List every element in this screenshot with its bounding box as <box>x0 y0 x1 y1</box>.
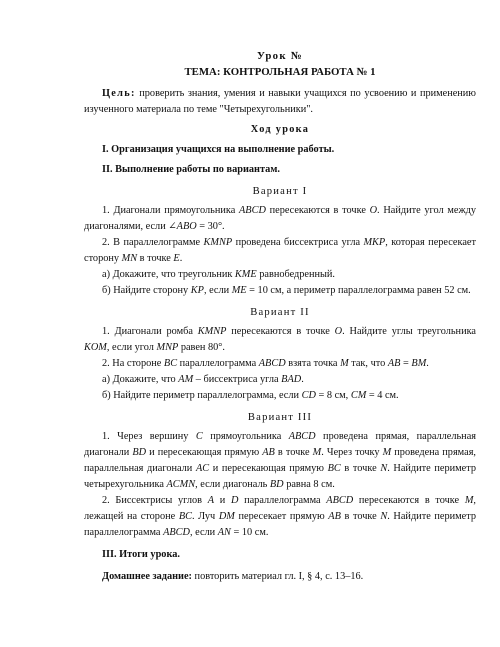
lesson-number: Урок № <box>256 50 303 62</box>
section-summary: III. Итоги урока. <box>102 549 180 560</box>
variant-1-task-1: 1. Диагонали прямоугольника ABCD пересекаются в точке O. Найдите угол между диагоналями, если ∠ABO = 30°. <box>84 205 476 232</box>
variant-2-title: Вариант II <box>250 307 310 318</box>
variant-3-task-2: 2. Биссектрисы углов A и D параллелограмма ABCD пересекаются в точке M, лежащей на стороне BC. Луч DM пересекает прямую AB в точке N. Найдите периметр параллелограмма ABCD, если AN = 10 см. <box>84 495 476 538</box>
homework <box>84 569 476 585</box>
variant-1-task-2: 2. В параллелограмме KMNP проведена биссектриса угла MKP, которая пересекает сторону MN в точке E. <box>84 237 476 264</box>
topic-title: ТЕМА: КОНТРОЛЬНАЯ РАБОТА № 1 <box>184 66 376 78</box>
variant-1-task-2b: б) Найдите сторону KP, если ME = 10 см, а периметр параллелограмма равен 52 см. <box>102 285 471 296</box>
section-organization: I. Организация учащихся на выполнение работы. <box>102 144 335 155</box>
section-variants: II. Выполнение работы по вариантам. <box>102 164 280 175</box>
course-heading: Ход урока <box>250 124 310 135</box>
variant-3-task-1: 1. Через вершину C прямоугольника ABCD проведена прямая, параллельная диагонали BD и пересекающая прямую AB в точке M. Через точку M проведена прямая, параллельная диагонали AC и пересекающая прямую BC в точке N. Найдите периметр четырехугольника ACMN, если диагональ BD равна 8 см. <box>84 431 477 490</box>
variant-1-title: Вариант I <box>252 186 308 197</box>
angle-icon: ∠ <box>168 221 177 232</box>
variant-2-task-2a: а) Докажите, что AM – биссектриса угла BAD. <box>102 374 304 385</box>
variant-1-task-2a: а) Докажите, что треугольник KME равнобедренный. <box>102 269 336 280</box>
variant-2-task-2: 2. На стороне BC параллелограмма ABCD взята точка M так, что AB = BM. <box>102 358 429 369</box>
homework-label: Домашнее задание: <box>102 571 192 582</box>
goal-label: Цель: <box>102 88 136 99</box>
goal-text: проверить знания, умения и навыки учащихся по усвоению и применению изученного материала по теме "Четырехугольники". <box>84 88 476 115</box>
homework-text: повторить материал гл. I, § 4, с. 13–16. <box>191 571 364 582</box>
variant-2-task-1: 1. Диагонали ромба KMNP пересекаются в точке O. Найдите углы треугольника KOM, если угол MNP равен 80°. <box>84 326 476 353</box>
variant-3-title: Вариант III <box>247 412 313 423</box>
lesson-goal <box>84 86 476 118</box>
variant-2-task-2b: б) Найдите периметр параллелограмма, если CD = 8 см, CM = 4 см. <box>102 390 399 401</box>
